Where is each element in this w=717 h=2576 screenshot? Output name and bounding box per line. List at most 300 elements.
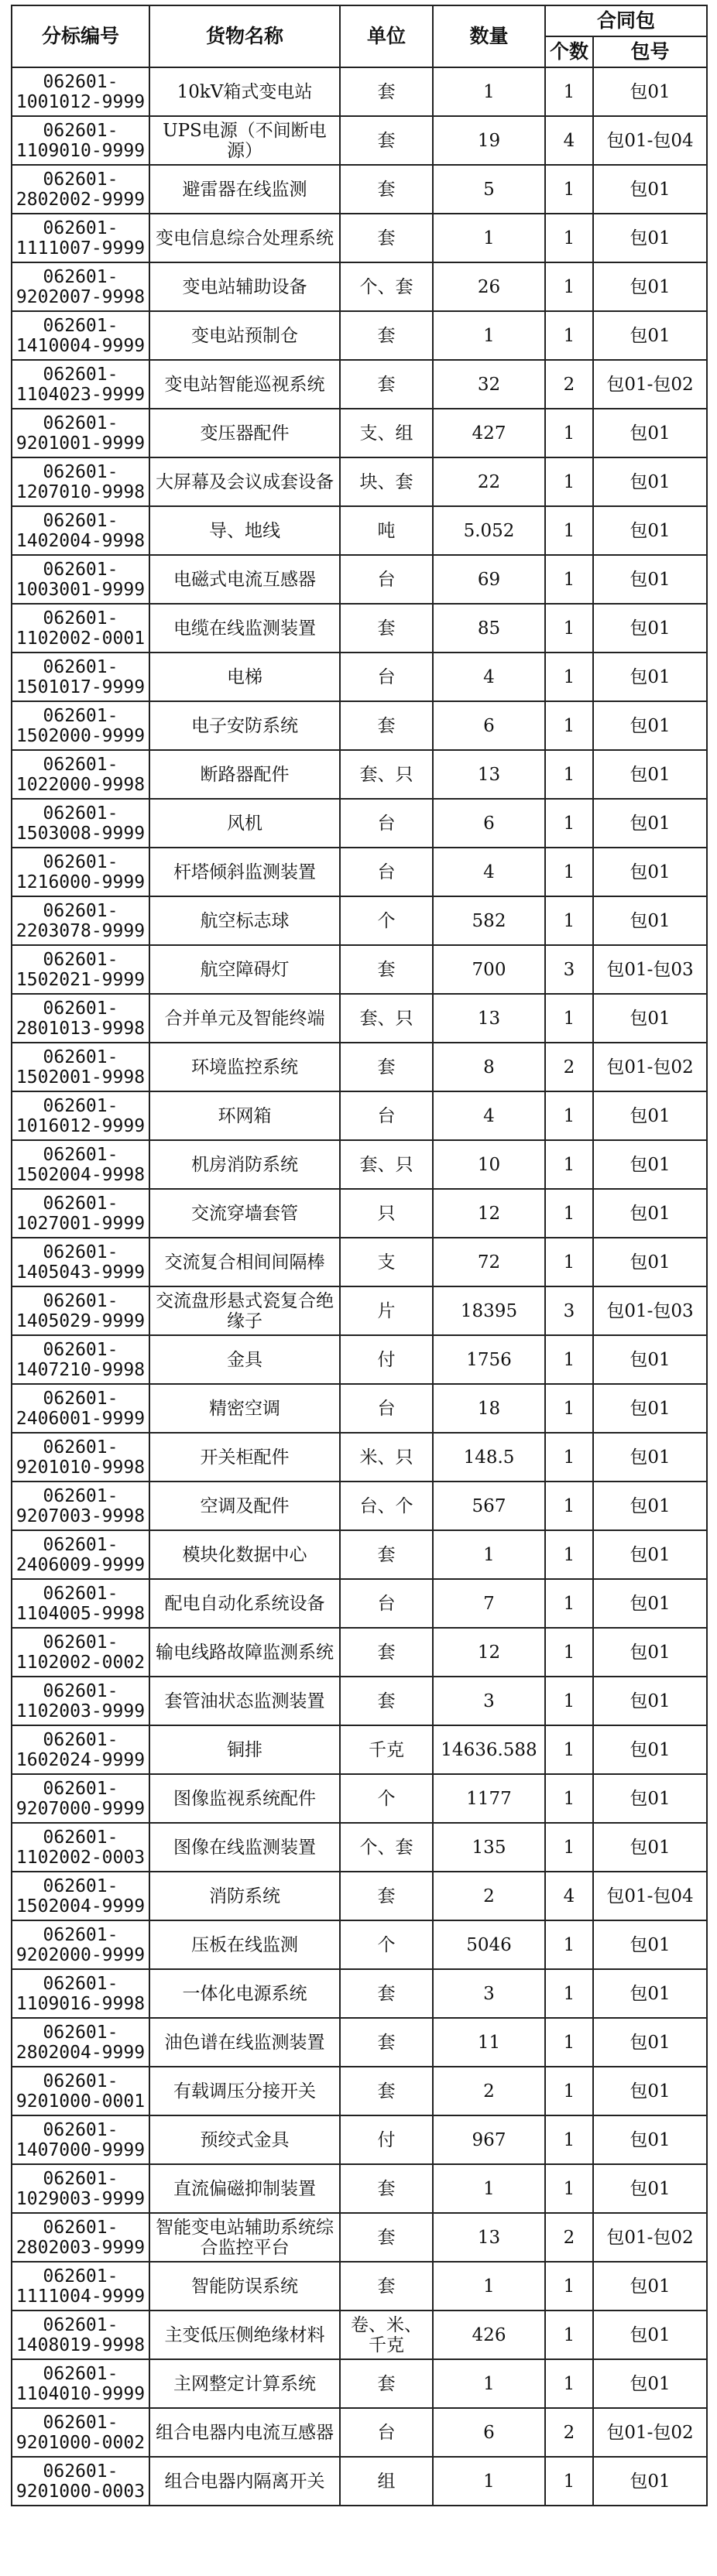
- cell-unit: 套: [340, 2164, 433, 2213]
- cell-code: 062601-1027001-9999: [12, 1189, 149, 1238]
- cell-pkg: 包01-包04: [593, 116, 707, 165]
- cell-qty: 1: [433, 2262, 545, 2311]
- cell-qty: 5.052: [433, 506, 545, 555]
- cell-count: 2: [545, 1043, 593, 1091]
- cell-code: 062601-1104005-9998: [12, 1579, 149, 1628]
- cell-pkg: 包01: [593, 1677, 707, 1725]
- table-row: [12, 165, 707, 214]
- cell-count: 1: [545, 214, 593, 262]
- cell-count: 2: [545, 360, 593, 409]
- cell-name: 套管油状态监测装置: [149, 1677, 340, 1725]
- cell-pkg: 包01: [593, 1433, 707, 1482]
- cell-count: 1: [545, 2067, 593, 2115]
- cell-unit: 套: [340, 604, 433, 653]
- cell-count: 1: [545, 1433, 593, 1482]
- cell-pkg: 包01: [593, 994, 707, 1043]
- cell-pkg: 包01: [593, 848, 707, 896]
- cell-name: 智能防误系统: [149, 2262, 340, 2311]
- cell-name: 10kV箱式变电站: [149, 67, 340, 116]
- cell-name: 图像监视系统配件: [149, 1774, 340, 1823]
- cell-count: 1: [545, 896, 593, 945]
- cell-name: 开关柜配件: [149, 1433, 340, 1482]
- cell-unit: 米、只: [340, 1433, 433, 1482]
- cell-code: 062601-2802004-9999: [12, 2018, 149, 2067]
- cell-qty: 19: [433, 116, 545, 165]
- cell-unit: 套: [340, 1969, 433, 2018]
- cell-code: 062601-1503008-9999: [12, 799, 149, 848]
- cell-name: 图像在线监测装置: [149, 1823, 340, 1872]
- cell-pkg: 包01-包02: [593, 2408, 707, 2457]
- cell-name: 大屏幕及会议成套设备: [149, 457, 340, 506]
- cell-code: 062601-9207000-9999: [12, 1774, 149, 1823]
- cell-name: 变电站预制仓: [149, 311, 340, 360]
- cell-count: 1: [545, 1823, 593, 1872]
- cell-pkg: 包01: [593, 1969, 707, 2018]
- cell-qty: 22: [433, 457, 545, 506]
- table-row: [12, 1384, 707, 1433]
- table-row: [12, 2115, 707, 2164]
- cell-name: 有载调压分接开关: [149, 2067, 340, 2115]
- cell-pkg: 包01: [593, 750, 707, 799]
- cell-count: 1: [545, 2262, 593, 2311]
- cell-qty: 72: [433, 1238, 545, 1286]
- cell-name: 主网整定计算系统: [149, 2359, 340, 2408]
- cell-unit: 组: [340, 2457, 433, 2506]
- cell-count: 1: [545, 848, 593, 896]
- cell-unit: 台: [340, 2408, 433, 2457]
- cell-pkg: 包01: [593, 1725, 707, 1774]
- cell-qty: 32: [433, 360, 545, 409]
- cell-unit: 千克: [340, 1725, 433, 1774]
- cell-count: 1: [545, 1774, 593, 1823]
- cell-qty: 5046: [433, 1920, 545, 1969]
- cell-unit: 只: [340, 1189, 433, 1238]
- cell-pkg: 包01: [593, 165, 707, 214]
- table-row: [12, 1872, 707, 1920]
- cell-code: 062601-1022000-9998: [12, 750, 149, 799]
- table-row: [12, 1677, 707, 1725]
- cell-unit: 台: [340, 1091, 433, 1140]
- cell-unit: 套: [340, 1628, 433, 1677]
- cell-qty: 10: [433, 1140, 545, 1189]
- cell-pkg: 包01: [593, 506, 707, 555]
- cell-name: 电子安防系统: [149, 701, 340, 750]
- table-row: [12, 214, 707, 262]
- cell-pkg: 包01: [593, 1091, 707, 1140]
- cell-name: 环网箱: [149, 1091, 340, 1140]
- cell-unit: 台: [340, 1579, 433, 1628]
- cell-unit: 支: [340, 1238, 433, 1286]
- cell-pkg: 包01-包03: [593, 1286, 707, 1335]
- cell-qty: 1: [433, 2457, 545, 2506]
- cell-code: 062601-1207010-9998: [12, 457, 149, 506]
- cell-code: 062601-1029003-9999: [12, 2164, 149, 2213]
- cell-qty: 700: [433, 945, 545, 994]
- table-row: [12, 799, 707, 848]
- cell-name: 电缆在线监测装置: [149, 604, 340, 653]
- table-row: [12, 2359, 707, 2408]
- cell-pkg: 包01-包04: [593, 1872, 707, 1920]
- cell-unit: 套: [340, 2067, 433, 2115]
- cell-count: 1: [545, 1189, 593, 1238]
- cell-count: 1: [545, 994, 593, 1043]
- table-row: [12, 262, 707, 311]
- cell-pkg: 包01: [593, 457, 707, 506]
- cell-count: 1: [545, 701, 593, 750]
- table-row: [12, 2213, 707, 2262]
- header-count: 个数: [545, 36, 593, 67]
- cell-unit: 套: [340, 165, 433, 214]
- table-row: [12, 945, 707, 994]
- table-row: [12, 2067, 707, 2115]
- cell-unit: 台: [340, 848, 433, 896]
- cell-code: 062601-1405029-9999: [12, 1286, 149, 1335]
- cell-code: 062601-9207003-9998: [12, 1482, 149, 1530]
- cell-qty: 12: [433, 1628, 545, 1677]
- cell-code: 062601-1602024-9999: [12, 1725, 149, 1774]
- cell-count: 1: [545, 1628, 593, 1677]
- cell-count: 1: [545, 1335, 593, 1384]
- cell-count: 4: [545, 1872, 593, 1920]
- cell-pkg: 包01: [593, 2457, 707, 2506]
- cell-pkg: 包01: [593, 1482, 707, 1530]
- table-row: [12, 1628, 707, 1677]
- cell-count: 1: [545, 2115, 593, 2164]
- table-row: [12, 1579, 707, 1628]
- goods-table: [11, 5, 708, 2506]
- cell-qty: 14636.588: [433, 1725, 545, 1774]
- cell-code: 062601-9201000-0003: [12, 2457, 149, 2506]
- cell-qty: 12: [433, 1189, 545, 1238]
- table-row: [12, 506, 707, 555]
- table-row: [12, 2457, 707, 2506]
- cell-unit: 套、只: [340, 750, 433, 799]
- cell-qty: 1: [433, 2359, 545, 2408]
- cell-count: 1: [545, 2164, 593, 2213]
- cell-unit: 个: [340, 896, 433, 945]
- cell-pkg: 包01: [593, 1823, 707, 1872]
- cell-qty: 135: [433, 1823, 545, 1872]
- cell-name: 机房消防系统: [149, 1140, 340, 1189]
- table-row: [12, 604, 707, 653]
- cell-qty: 427: [433, 409, 545, 457]
- cell-count: 1: [545, 1384, 593, 1433]
- cell-unit: 片: [340, 1286, 433, 1335]
- cell-unit: 套: [340, 1043, 433, 1091]
- table-row: [12, 409, 707, 457]
- table-row: [12, 750, 707, 799]
- cell-name: 环境监控系统: [149, 1043, 340, 1091]
- table-row: [12, 1725, 707, 1774]
- cell-count: 1: [545, 1530, 593, 1579]
- cell-count: 1: [545, 1238, 593, 1286]
- cell-qty: 6: [433, 2408, 545, 2457]
- table-row: [12, 1920, 707, 1969]
- cell-unit: 卷、米、千克: [340, 2311, 433, 2359]
- cell-pkg: 包01-包02: [593, 360, 707, 409]
- cell-name: 铜排: [149, 1725, 340, 1774]
- table-row: [12, 2311, 707, 2359]
- cell-qty: 1: [433, 311, 545, 360]
- cell-name: 变电信息综合处理系统: [149, 214, 340, 262]
- cell-pkg: 包01: [593, 799, 707, 848]
- cell-code: 062601-1003001-9999: [12, 555, 149, 604]
- cell-pkg: 包01-包03: [593, 945, 707, 994]
- cell-qty: 1177: [433, 1774, 545, 1823]
- table-row: [12, 2408, 707, 2457]
- cell-code: 062601-9202000-9999: [12, 1920, 149, 1969]
- cell-code: 062601-9202007-9998: [12, 262, 149, 311]
- cell-code: 062601-1502000-9999: [12, 701, 149, 750]
- cell-pkg: 包01: [593, 2262, 707, 2311]
- cell-qty: 18395: [433, 1286, 545, 1335]
- table-row: [12, 116, 707, 165]
- cell-name: 变电站智能巡视系统: [149, 360, 340, 409]
- cell-name: 金具: [149, 1335, 340, 1384]
- cell-name: 模块化数据中心: [149, 1530, 340, 1579]
- cell-count: 2: [545, 2213, 593, 2262]
- table-row: [12, 360, 707, 409]
- cell-qty: 1: [433, 2164, 545, 2213]
- cell-qty: 3: [433, 1677, 545, 1725]
- cell-code: 062601-2801013-9998: [12, 994, 149, 1043]
- table-row: [12, 1043, 707, 1091]
- cell-unit: 支、组: [340, 409, 433, 457]
- cell-name: 空调及配件: [149, 1482, 340, 1530]
- cell-qty: 2: [433, 2067, 545, 2115]
- table-row: [12, 1530, 707, 1579]
- cell-pkg: 包01: [593, 1189, 707, 1238]
- cell-unit: 套: [340, 2262, 433, 2311]
- cell-name: UPS电源（不间断电源）: [149, 116, 340, 165]
- cell-count: 3: [545, 1286, 593, 1335]
- cell-code: 062601-9201010-9998: [12, 1433, 149, 1482]
- cell-qty: 18: [433, 1384, 545, 1433]
- cell-pkg: 包01: [593, 1530, 707, 1579]
- table-row: [12, 653, 707, 701]
- cell-pkg: 包01: [593, 2018, 707, 2067]
- cell-count: 2: [545, 2408, 593, 2457]
- table-row: [12, 1774, 707, 1823]
- cell-name: 交流穿墙套管: [149, 1189, 340, 1238]
- cell-count: 1: [545, 311, 593, 360]
- cell-code: 062601-1402004-9998: [12, 506, 149, 555]
- table-row: [12, 1823, 707, 1872]
- table-row: [12, 67, 707, 116]
- cell-code: 062601-1104010-9999: [12, 2359, 149, 2408]
- cell-pkg: 包01-包02: [593, 1043, 707, 1091]
- cell-code: 062601-1104023-9999: [12, 360, 149, 409]
- cell-name: 消防系统: [149, 1872, 340, 1920]
- cell-pkg: 包01: [593, 1774, 707, 1823]
- cell-pkg: 包01: [593, 896, 707, 945]
- cell-code: 062601-1408019-9998: [12, 2311, 149, 2359]
- cell-code: 062601-1102003-9999: [12, 1677, 149, 1725]
- cell-name: 一体化电源系统: [149, 1969, 340, 2018]
- cell-pkg: 包01: [593, 409, 707, 457]
- cell-qty: 582: [433, 896, 545, 945]
- cell-name: 组合电器内电流互感器: [149, 2408, 340, 2457]
- cell-unit: 套: [340, 1530, 433, 1579]
- cell-qty: 1: [433, 67, 545, 116]
- cell-code: 062601-1102002-0003: [12, 1823, 149, 1872]
- cell-count: 1: [545, 2018, 593, 2067]
- cell-unit: 台、个: [340, 1482, 433, 1530]
- cell-name: 交流复合相间间隔棒: [149, 1238, 340, 1286]
- cell-unit: 个: [340, 1774, 433, 1823]
- cell-name: 电梯: [149, 653, 340, 701]
- cell-count: 1: [545, 2457, 593, 2506]
- cell-unit: 付: [340, 1335, 433, 1384]
- header-name: 货物名称: [149, 5, 340, 67]
- cell-qty: 6: [433, 701, 545, 750]
- cell-qty: 1756: [433, 1335, 545, 1384]
- cell-unit: 台: [340, 1384, 433, 1433]
- cell-code: 062601-9201000-0001: [12, 2067, 149, 2115]
- cell-pkg: 包01: [593, 2359, 707, 2408]
- cell-name: 主变低压侧绝缘材料: [149, 2311, 340, 2359]
- cell-code: 062601-1102002-0002: [12, 1628, 149, 1677]
- cell-pkg: 包01: [593, 701, 707, 750]
- cell-qty: 4: [433, 653, 545, 701]
- table-row: [12, 1433, 707, 1482]
- table-body: [12, 67, 707, 2506]
- cell-count: 1: [545, 1677, 593, 1725]
- cell-count: 1: [545, 604, 593, 653]
- cell-name: 断路器配件: [149, 750, 340, 799]
- cell-qty: 7: [433, 1579, 545, 1628]
- cell-qty: 69: [433, 555, 545, 604]
- cell-code: 062601-1502021-9999: [12, 945, 149, 994]
- cell-count: 1: [545, 67, 593, 116]
- cell-qty: 85: [433, 604, 545, 653]
- cell-count: 1: [545, 2359, 593, 2408]
- cell-qty: 13: [433, 2213, 545, 2262]
- cell-qty: 567: [433, 1482, 545, 1530]
- cell-qty: 426: [433, 2311, 545, 2359]
- header-qty: 数量: [433, 5, 545, 67]
- cell-count: 1: [545, 262, 593, 311]
- cell-pkg: 包01-包02: [593, 2213, 707, 2262]
- cell-code: 062601-9201001-9999: [12, 409, 149, 457]
- cell-code: 062601-1405043-9999: [12, 1238, 149, 1286]
- cell-pkg: 包01: [593, 1628, 707, 1677]
- cell-code: 062601-2802002-9999: [12, 165, 149, 214]
- cell-pkg: 包01: [593, 2067, 707, 2115]
- table-row: [12, 311, 707, 360]
- table-row: [12, 1140, 707, 1189]
- cell-count: 1: [545, 1969, 593, 2018]
- cell-unit: 套: [340, 67, 433, 116]
- cell-qty: 8: [433, 1043, 545, 1091]
- table-row: [12, 555, 707, 604]
- cell-qty: 26: [433, 262, 545, 311]
- cell-code: 062601-1502004-9998: [12, 1140, 149, 1189]
- cell-qty: 11: [433, 2018, 545, 2067]
- cell-count: 1: [545, 457, 593, 506]
- cell-count: 1: [545, 1482, 593, 1530]
- cell-count: 1: [545, 750, 593, 799]
- cell-unit: 套: [340, 1872, 433, 1920]
- cell-unit: 套: [340, 701, 433, 750]
- cell-code: 062601-1109010-9999: [12, 116, 149, 165]
- cell-qty: 2: [433, 1872, 545, 1920]
- cell-count: 1: [545, 555, 593, 604]
- cell-code: 062601-9201000-0002: [12, 2408, 149, 2457]
- cell-unit: 套: [340, 214, 433, 262]
- cell-count: 1: [545, 1725, 593, 1774]
- cell-code: 062601-1016012-9999: [12, 1091, 149, 1140]
- header-contract: 合同包: [545, 5, 707, 36]
- cell-code: 062601-1102002-0001: [12, 604, 149, 653]
- cell-name: 组合电器内隔离开关: [149, 2457, 340, 2506]
- cell-count: 1: [545, 165, 593, 214]
- cell-name: 导、地线: [149, 506, 340, 555]
- cell-unit: 套: [340, 945, 433, 994]
- cell-qty: 3: [433, 1969, 545, 2018]
- cell-pkg: 包01: [593, 1335, 707, 1384]
- cell-name: 电磁式电流互感器: [149, 555, 340, 604]
- cell-unit: 套: [340, 116, 433, 165]
- cell-count: 1: [545, 1140, 593, 1189]
- cell-unit: 个、套: [340, 1823, 433, 1872]
- cell-qty: 4: [433, 848, 545, 896]
- cell-pkg: 包01: [593, 262, 707, 311]
- cell-pkg: 包01: [593, 653, 707, 701]
- cell-name: 合并单元及智能终端: [149, 994, 340, 1043]
- cell-name: 压板在线监测: [149, 1920, 340, 1969]
- cell-unit: 套: [340, 2359, 433, 2408]
- cell-count: 1: [545, 409, 593, 457]
- cell-unit: 台: [340, 799, 433, 848]
- table-row: [12, 1189, 707, 1238]
- table-row: [12, 457, 707, 506]
- header-pkg: 包号: [593, 36, 707, 67]
- cell-name: 避雷器在线监测: [149, 165, 340, 214]
- cell-unit: 台: [340, 555, 433, 604]
- cell-unit: 套、只: [340, 1140, 433, 1189]
- cell-name: 智能变电站辅助系统综合监控平台: [149, 2213, 340, 2262]
- cell-name: 杆塔倾斜监测装置: [149, 848, 340, 896]
- table-row: [12, 1482, 707, 1530]
- table-row: [12, 701, 707, 750]
- table-row: [12, 2164, 707, 2213]
- cell-code: 062601-1111004-9999: [12, 2262, 149, 2311]
- cell-name: 输电线路故障监测系统: [149, 1628, 340, 1677]
- cell-code: 062601-1111007-9999: [12, 214, 149, 262]
- cell-count: 1: [545, 799, 593, 848]
- cell-pkg: 包01: [593, 604, 707, 653]
- cell-code: 062601-1216000-9999: [12, 848, 149, 896]
- cell-code: 062601-1502001-9998: [12, 1043, 149, 1091]
- cell-qty: 1: [433, 214, 545, 262]
- cell-unit: 套、只: [340, 994, 433, 1043]
- cell-name: 油色谱在线监测装置: [149, 2018, 340, 2067]
- cell-unit: 套: [340, 2018, 433, 2067]
- cell-pkg: 包01: [593, 2115, 707, 2164]
- table-row: [12, 1091, 707, 1140]
- cell-name: 交流盘形悬式瓷复合绝缘子: [149, 1286, 340, 1335]
- cell-unit: 台: [340, 653, 433, 701]
- cell-unit: 付: [340, 2115, 433, 2164]
- cell-qty: 13: [433, 750, 545, 799]
- cell-count: 1: [545, 1920, 593, 1969]
- table-row: [12, 1335, 707, 1384]
- cell-unit: 个、套: [340, 262, 433, 311]
- cell-code: 062601-1410004-9999: [12, 311, 149, 360]
- table-row: [12, 1969, 707, 2018]
- cell-unit: 套: [340, 311, 433, 360]
